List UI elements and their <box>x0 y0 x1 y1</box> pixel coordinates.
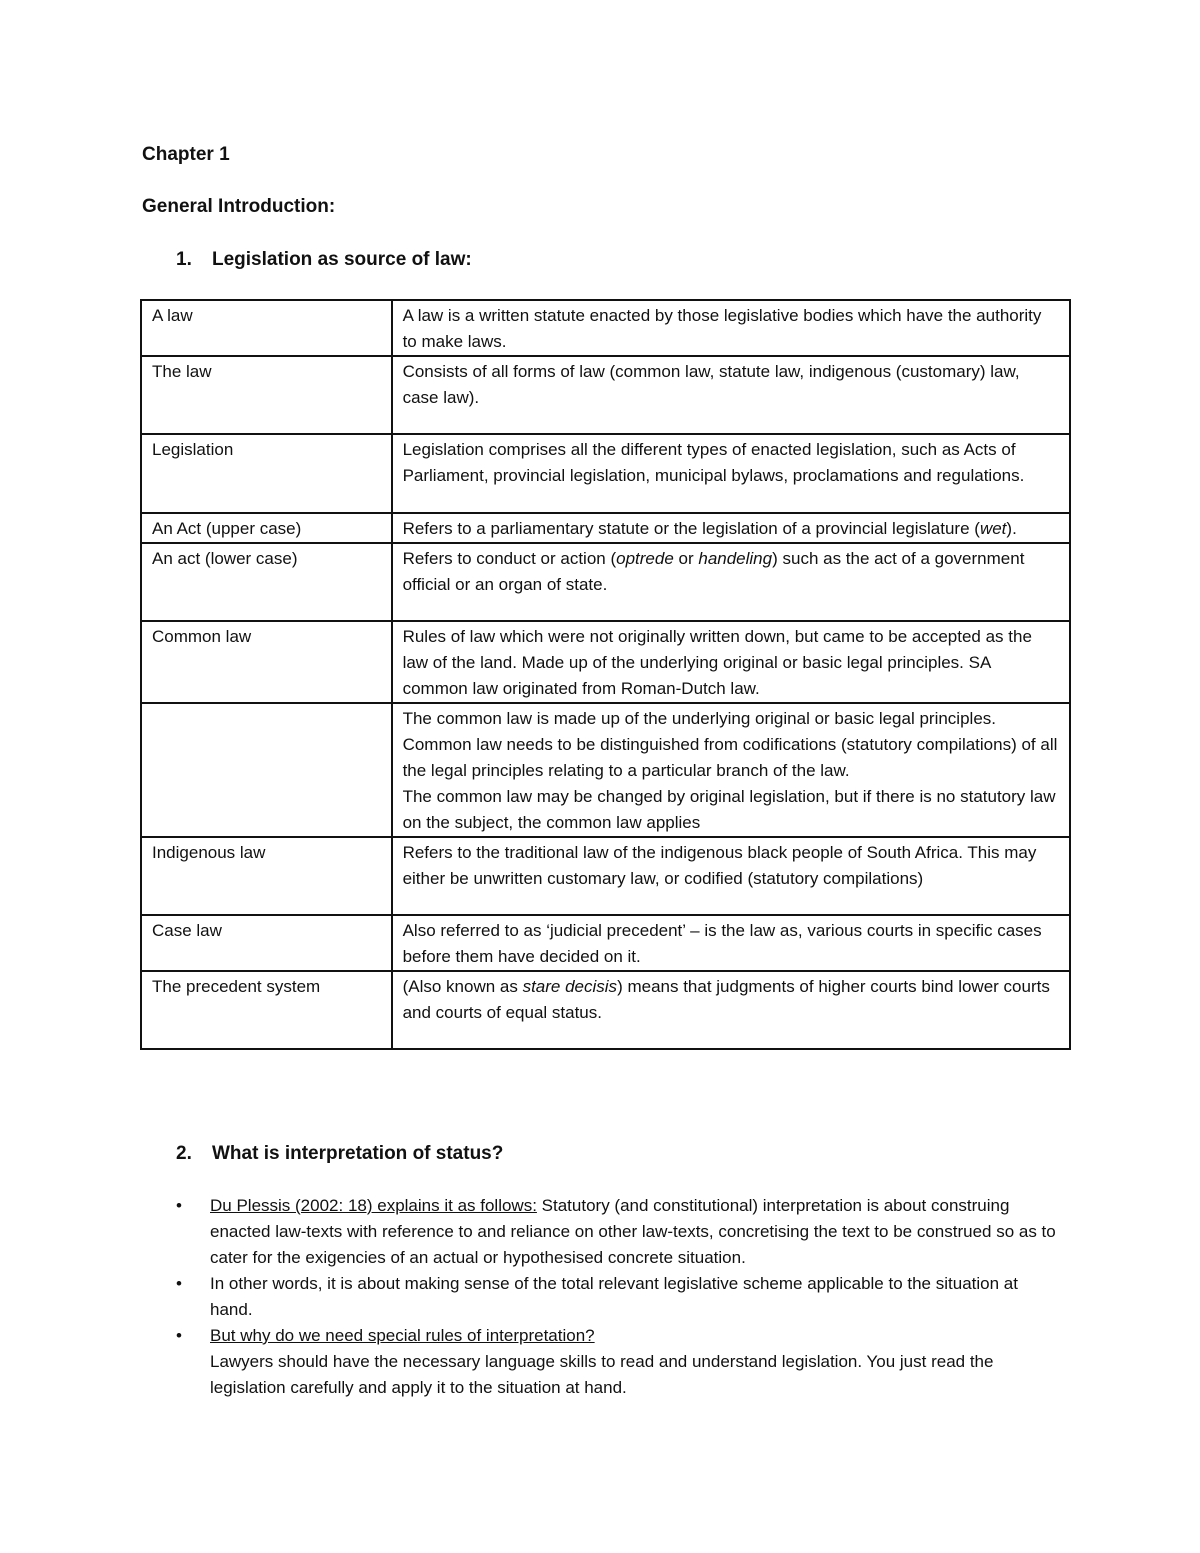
section-1-heading <box>176 249 472 271</box>
intro-heading: General Introduction: <box>142 196 336 217</box>
definition-paragraph: The common law may be changed by original legislation, but if there is no statutory law on the subject, the common law applies <box>402 787 1056 832</box>
definition-text: Refers to the traditional law of the indigenous black people of South Africa. This may either be unwritten customary law, or codified (statutory compilations) <box>402 843 1037 888</box>
term-cell: An act (lower case) <box>141 543 392 621</box>
term-cell: The precedent system <box>141 971 392 1049</box>
definition-text: Rules of law which were not originally written down, but came to be accepted as the law of the land. Made up of the underlying original or basic legal principles. SA common law originated from Roman-Dutch law. <box>402 627 1032 698</box>
definition-text: Refers to a parliamentary statute or the legislation of a provincial legislature ( <box>402 519 980 538</box>
term-cell: Indigenous law <box>141 837 392 915</box>
definition-text: or <box>673 549 699 568</box>
section-1-title: Legislation as source of law: <box>212 249 472 270</box>
underlined-question: But why do we need special rules of interpretation? <box>210 1326 595 1345</box>
definition-cell <box>392 434 1070 513</box>
table-row <box>141 300 1070 356</box>
definition-text: Legislation comprises all the different types of enacted legislation, such as Acts of Parliament, provincial legislation, municipal bylaws, proclamations and regulations. <box>402 440 1025 485</box>
definition-text: Also referred to as ‘judicial precedent’ – is the law as, various courts in specific cases before them have decided on it. <box>402 921 1042 966</box>
term-cell <box>141 703 392 837</box>
definition-cell <box>392 543 1070 621</box>
bullet-icon: • <box>176 1274 182 1293</box>
section-2-title: What is interpretation of status? <box>212 1143 504 1164</box>
table-row <box>141 543 1070 621</box>
definition-text: ) such as the act of a government official or an organ of state. <box>402 549 1025 594</box>
bullet-list <box>176 1193 1056 1401</box>
section-1-number: 1. <box>176 249 192 270</box>
table-row <box>141 513 1070 543</box>
definition-italic: stare decisis <box>522 977 618 996</box>
list-item <box>176 1323 1056 1401</box>
bullet-text: Statutory (and constitutional) interpretation is about construing enacted law-texts with reference to and reliance on other law-texts, concretising the text to be construed so as to cater for the exigencies of an actual or hypothesised concrete situation. <box>210 1196 1056 1267</box>
section-2-number: 2. <box>176 1143 192 1164</box>
term-cell: A law <box>141 300 392 356</box>
term-cell: The law <box>141 356 392 434</box>
table-row <box>141 356 1070 434</box>
section-2-heading <box>176 1143 503 1165</box>
definition-text: (Also known as <box>402 977 523 996</box>
definition-text: Refers to conduct or action ( <box>402 549 617 568</box>
definition-cell <box>392 971 1070 1049</box>
list-item <box>176 1193 1056 1271</box>
definition-italic: handeling <box>698 549 773 568</box>
bullet-icon: • <box>176 1326 182 1345</box>
definition-cell <box>392 703 1070 837</box>
definition-text: Consists of all forms of law (common law, statute law, indigenous (customary) law, case law). <box>402 362 1020 407</box>
table-row <box>141 915 1070 971</box>
definition-paragraph: The common law is made up of the underlying original or basic legal principles. <box>402 709 996 728</box>
chapter-title: Chapter 1 <box>142 144 230 165</box>
table-row <box>141 703 1070 837</box>
definitions-table <box>140 299 1071 1050</box>
definition-paragraph: Common law needs to be distinguished from codifications (statutory compilations) of all the legal principles relating to a particular branch of the law. <box>402 735 1058 780</box>
table-row <box>141 971 1070 1049</box>
definition-cell <box>392 621 1070 703</box>
definition-italic: optrede <box>616 549 674 568</box>
list-item <box>176 1271 1056 1323</box>
definition-text: ) means that judgments of higher courts bind lower courts and courts of equal status. <box>402 977 1050 1022</box>
definition-cell <box>392 837 1070 915</box>
bullet-text: In other words, it is about making sense of the total relevant legislative scheme applicable to the situation at hand. <box>210 1274 1018 1319</box>
definition-cell <box>392 915 1070 971</box>
table-row <box>141 621 1070 703</box>
term-cell: Legislation <box>141 434 392 513</box>
definition-cell <box>392 300 1070 356</box>
term-cell: Case law <box>141 915 392 971</box>
definition-cell <box>392 356 1070 434</box>
table-row <box>141 837 1070 915</box>
definition-text: A law is a written statute enacted by those legislative bodies which have the authority to make laws. <box>402 306 1042 351</box>
definition-text: ). <box>1006 519 1017 538</box>
bullet-icon: • <box>176 1196 182 1215</box>
table-row <box>141 434 1070 513</box>
term-cell: An Act (upper case) <box>141 513 392 543</box>
underlined-lead: Du Plessis (2002: 18) explains it as follows: <box>210 1196 537 1215</box>
term-cell: Common law <box>141 621 392 703</box>
definition-cell <box>392 513 1070 543</box>
definition-italic: wet <box>979 519 1007 538</box>
bullet-continuation: Lawyers should have the necessary language skills to read and understand legislation. You just read the legislation carefully and apply it to the situation at hand. <box>210 1352 994 1397</box>
